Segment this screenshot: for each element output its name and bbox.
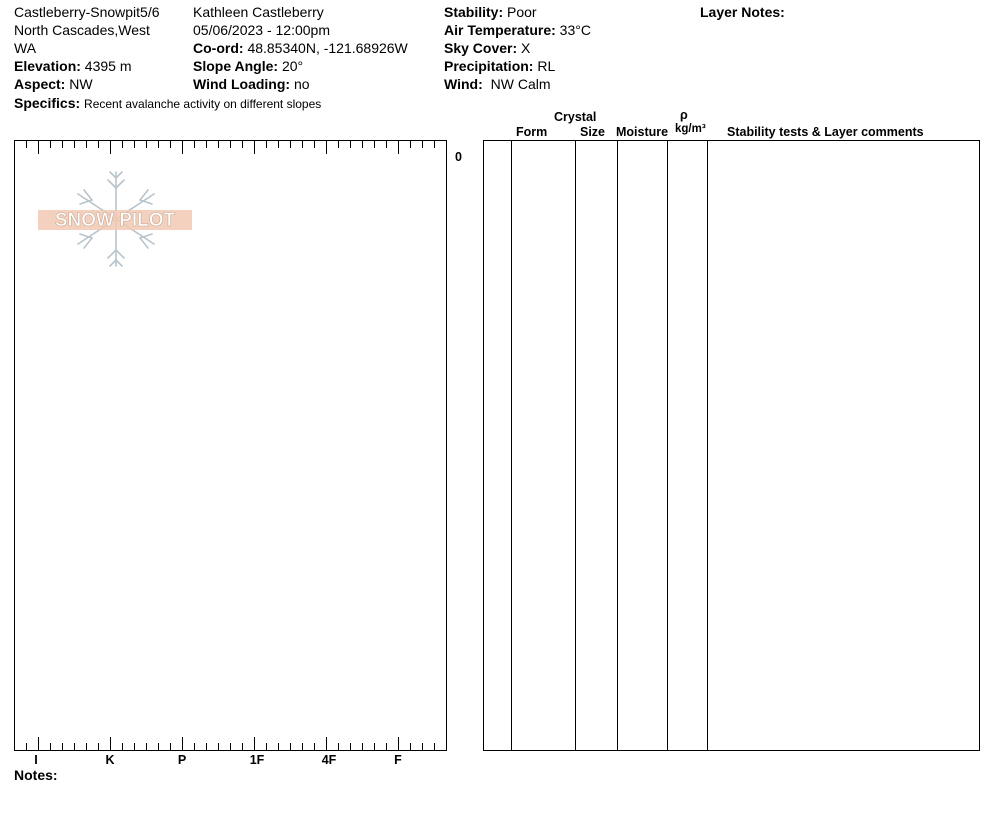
axis-tick [218,743,219,751]
hardness-label-k: K [105,753,115,767]
column-divider [707,141,708,750]
axis-tick [74,140,75,148]
wind-label: Wind: [444,76,483,92]
size-header: Size [580,125,606,139]
wind-loading-label: Wind Loading: [193,76,291,92]
hardness-label-i: I [34,753,38,767]
snowpilot-logo [36,168,196,270]
observation-datetime: 05/06/2023 - 12:00pm [193,22,330,38]
axis-tick [266,140,267,148]
axis-tick [422,140,423,148]
air-temperature-field [444,22,591,38]
axis-tick [254,737,255,751]
axis-tick [194,743,195,751]
axis-tick [62,140,63,148]
comments-header: Stability tests & Layer comments [727,125,924,139]
axis-tick [242,140,243,148]
axis-tick [38,737,39,751]
elevation-value: 4395 m [84,58,132,74]
pit-name: Castleberry-Snowpit5/6 [14,4,160,20]
axis-tick [206,140,207,148]
axis-tick [434,743,435,751]
density-symbol: ρ [680,108,688,122]
wind-loading-field [193,76,310,92]
elevation-label: Elevation: [14,58,81,74]
sky-cover-label: Sky Cover: [444,40,518,56]
specifics-value: Recent avalanche activity on different slopes [84,97,322,111]
specifics-field [14,95,321,111]
axis-tick [302,743,303,751]
axis-tick [110,140,111,154]
axis-tick [446,140,447,148]
axis-tick [290,140,291,148]
axis-tick [398,737,399,751]
axis-tick [194,140,195,148]
column-divider [667,141,668,750]
axis-tick [86,743,87,751]
axis-tick [278,743,279,751]
axis-tick [170,743,171,751]
axis-tick [314,140,315,148]
aspect-label: Aspect: [14,76,66,92]
specifics-label: Specifics: [14,95,81,111]
axis-tick [98,140,99,148]
axis-tick [374,140,375,148]
axis-tick [158,140,159,148]
axis-tick [386,743,387,751]
hardness-label-1f: 1F [249,753,265,767]
axis-tick [254,140,255,154]
precipitation-field [444,58,555,74]
column-divider [511,141,512,750]
stability-label: Stability: [444,4,504,20]
column-divider [575,141,576,750]
observer-name: Kathleen Castleberry [193,4,324,20]
aspect-value: NW [69,76,93,92]
elevation-field [14,58,132,74]
axis-tick [206,743,207,751]
axis-tick [230,743,231,751]
axis-tick [182,140,183,154]
slope-angle-field [193,58,303,74]
notes-label: Notes: [14,767,58,783]
axis-tick [26,743,27,751]
hardness-label-4f: 4F [321,753,337,767]
axis-tick [290,743,291,751]
axis-tick [326,140,327,154]
axis-tick [134,743,135,751]
location-line-1: North Cascades,West [14,22,150,38]
air-temperature-value: 33°C [559,22,591,38]
axis-tick [338,743,339,751]
layer-notes-label: Layer Notes: [700,4,785,20]
axis-tick [410,140,411,148]
aspect-field [14,76,93,92]
axis-tick [374,743,375,751]
axis-tick [434,140,435,148]
axis-tick [422,743,423,751]
wind-field [444,76,551,92]
axis-tick [182,737,183,751]
axis-tick [122,743,123,751]
crystal-header: Crystal [554,110,597,124]
axis-tick [230,140,231,148]
form-header: Form [516,125,548,139]
axis-tick [50,743,51,751]
precipitation-value: RL [537,58,556,74]
axis-tick [110,737,111,751]
stability-value: Poor [507,4,537,20]
axis-tick [14,743,15,751]
axis-tick [218,140,219,148]
axis-tick [146,743,147,751]
axis-tick [338,140,339,148]
sky-cover-value: X [521,40,531,56]
axis-tick [14,140,15,148]
coord-label: Co-ord: [193,40,244,56]
axis-tick [74,743,75,751]
axis-tick [350,743,351,751]
logo-text: SNOW PILOT [54,210,176,231]
axis-tick [50,140,51,148]
axis-tick [326,737,327,751]
axis-tick [26,140,27,148]
axis-tick [170,140,171,148]
axis-tick [362,140,363,148]
sky-cover-field [444,40,530,56]
hardness-label-f: F [394,753,402,767]
wind-loading-value: no [293,76,310,92]
axis-tick [98,743,99,751]
axis-tick [314,743,315,751]
axis-tick [278,140,279,148]
hardness-label-p: P [177,753,187,767]
axis-tick [362,743,363,751]
depth-zero-label: 0 [455,150,462,164]
axis-tick [146,140,147,148]
stability-field [444,4,537,20]
axis-tick [350,140,351,148]
axis-tick [62,743,63,751]
air-temperature-label: Air Temperature: [444,22,556,38]
axis-tick [242,743,243,751]
axis-tick [386,140,387,148]
column-divider [617,141,618,750]
axis-tick [266,743,267,751]
coord-value: 48.85340N, -121.68926W [247,40,408,56]
axis-tick [38,140,39,154]
wind-value: NW Calm [490,76,551,92]
density-unit-header: kg/m³ [675,123,706,135]
axis-tick [446,743,447,751]
axis-tick [302,140,303,148]
coord-field [193,40,408,56]
axis-tick [134,140,135,148]
precipitation-label: Precipitation: [444,58,534,74]
stratigraphy-table [483,140,980,751]
axis-tick [158,743,159,751]
location-line-2: WA [14,40,37,56]
axis-tick [122,140,123,148]
axis-tick [410,743,411,751]
slope-angle-label: Slope Angle: [193,58,279,74]
moisture-header: Moisture [616,125,669,139]
axis-tick [398,140,399,154]
slope-angle-value: 20° [281,58,304,74]
axis-tick [86,140,87,148]
